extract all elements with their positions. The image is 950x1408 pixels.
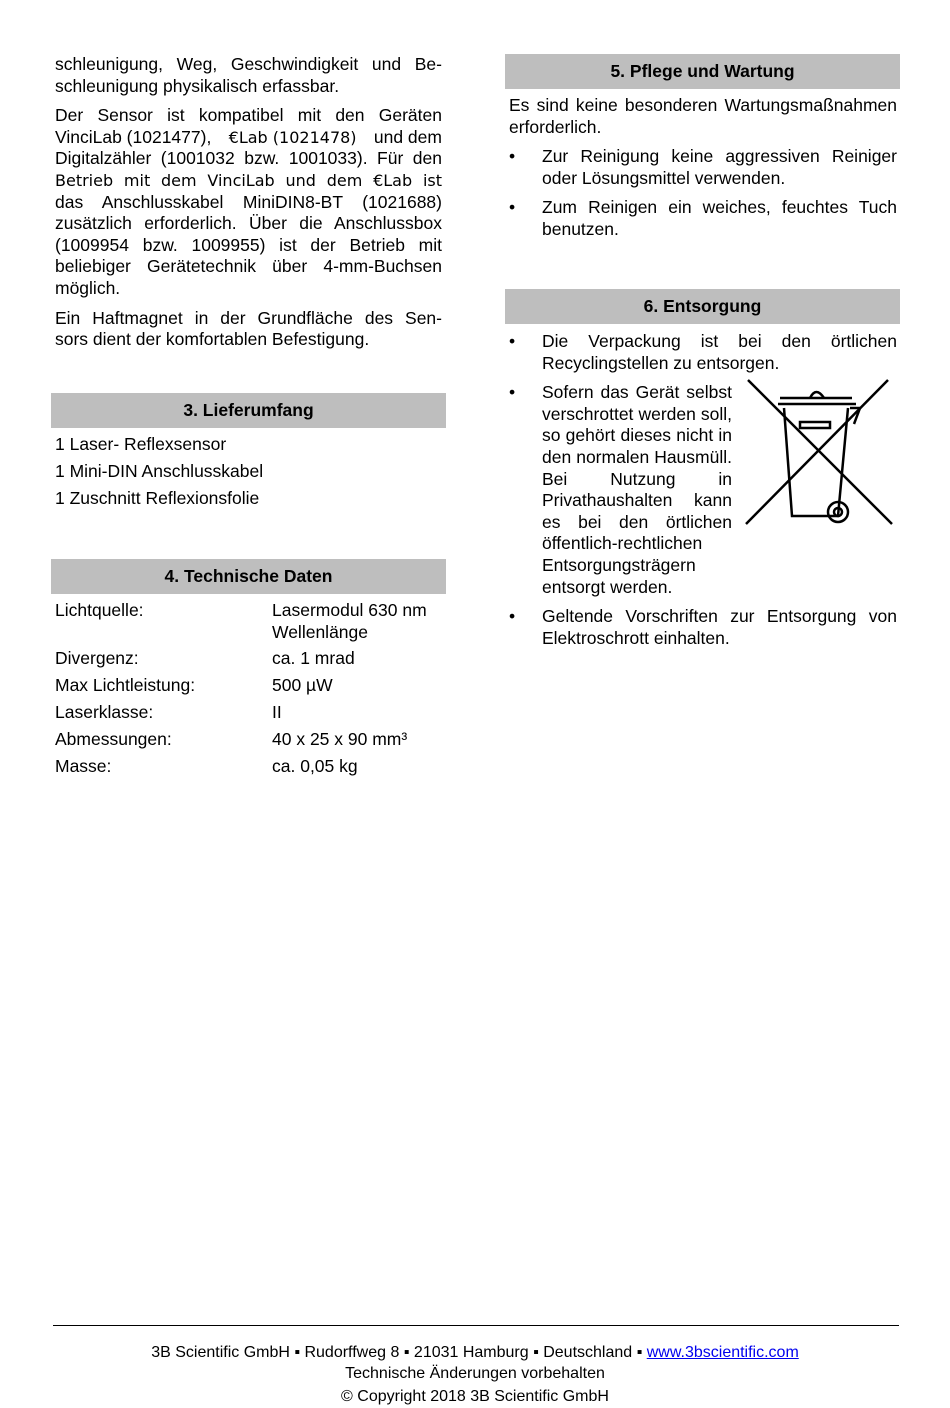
delivery-item-3: 1 Zuschnitt Reflexionsfolie [55,488,260,508]
intro-paragraph-1 [55,54,442,97]
intro-p2-line4: Betrieb mit dem VinciLab und dem €Lab ist [55,170,442,190]
intro-p2-line2c: und dem [373,126,442,147]
list-item [509,331,897,374]
tech-value: ca. 1 mrad [272,648,355,668]
tech-value: 500 µW [272,675,333,695]
intro-p2-line5: das Anschlusskabel MiniDIN8-BT (1021688) [55,191,442,212]
section-6-heading: 6. Entsorgung [505,289,900,324]
intro-p3-line2: sors dient der komfortablen Befestigung. [55,329,370,350]
intro-paragraph-3 [55,308,442,351]
intro-p1-line1: schleunigung, Weg, Geschwindigkeit und Be- [55,54,442,74]
bullet-symbol: • [509,382,516,403]
delivery-item-1: 1 Laser- Reflexsensor [55,434,227,454]
tech-label: Max Lichtleistung: [55,675,196,695]
intro-p2-line3: Digitalzähler (1001032 bzw. 1001033). Für den [55,148,442,169]
intro-paragraph-2 [55,105,442,299]
maintenance-bullet-2: Zum Reinigen ein weiches, feuchtes Tuch benutzen. [542,197,897,239]
intro-p3-line1: Ein Haftmagnet in der Grundfläche des Sen- [55,307,442,328]
footer-copyright: © Copyright 2018 3B Scientific GmbH [341,1388,609,1405]
intro-p2-line2b: €Lab (1021478) [228,127,357,147]
intro-p2-line7: (1009954 bzw. 1009955) ist der Betrieb mit [55,234,442,255]
tech-label: Divergenz: [55,648,139,668]
tech-label: Laserklasse: [55,702,154,722]
disposal-bullet-1: Die Verpackung ist bei den örtlichen Recyclingstellen zu entsorgen. [542,331,897,373]
footer-divider [53,1325,899,1326]
intro-p2-line2 [55,127,442,149]
maintenance-bullet-1: Zur Reinigung keine aggressiven Reiniger oder Lösungsmittel verwenden. [542,146,897,188]
list-item [509,606,897,649]
disposal-bullet-2: Sofern das Gerät selbst verschrottet werden soll, so gehört dieses nicht in den normalen Hausmüll. Bei Nutzung in Privathaushalten kann es bei den örtlichen öffentlich-rechtlichen Entsorgungsträgern entsorgt werden. [542,382,732,597]
intro-p2-line8: beliebiger Gerätetechnik über 4-mm-Buchsen [55,256,442,277]
tech-value: 40 x 25 x 90 mm³ [272,729,408,749]
footer-website-link[interactable]: www.3bscientific.com [646,1344,799,1361]
section-4-heading: 4. Technische Daten [51,559,446,594]
footer-notice: Technische Änderungen vorbehalten [345,1365,605,1382]
crossed-out-wheelie-bin-icon [742,378,894,528]
intro-text [55,54,442,359]
section-5-heading: 5. Pflege und Wartung [505,54,900,89]
intro-p1-line2: schleunigung physikalisch erfassbar. [55,75,340,96]
tech-label: Masse: [55,756,112,776]
list-item [509,146,897,189]
bullet-symbol: • [509,606,516,627]
bullet-symbol: • [509,197,516,218]
intro-p2-line9: möglich. [55,277,121,298]
list-item [509,197,897,240]
disposal-bullet-3: Geltende Vorschriften zur Entsorgung von Elektroschrott einhalten. [542,606,897,648]
intro-p2-line2a: VinciLab (1021477), [55,126,212,147]
intro-p2-line1: Der Sensor ist kompatibel mit den Geräten [55,105,442,126]
tech-value: ca. 0,05 kg [272,756,358,776]
section-3-heading: 3. Lieferumfang [51,393,446,428]
footer-address-text: 3B Scientific GmbH ▪ Rudorffweg 8 ▪ 21031 Hamburg ▪ Deutschland ▪ [151,1344,647,1361]
tech-label: Lichtquelle: [55,600,144,620]
tech-value: II [272,702,282,722]
bullet-symbol: • [509,146,516,167]
tech-value: Lasermodul 630 nm Wellenlänge [272,600,427,642]
tech-label: Abmessungen: [55,729,172,749]
delivery-item-2: 1 Mini-DIN Anschlusskabel [55,461,264,481]
list-item [509,382,732,598]
footer-address [0,1342,950,1364]
intro-p2-line6: zusätzlich erforderlich. Über die Anschlussbox [55,213,442,234]
bullet-symbol: • [509,331,516,351]
maintenance-intro: Es sind keine besonderen Wartungsmaßnahmen erforderlich. [509,95,897,137]
maintenance-section [509,95,897,249]
